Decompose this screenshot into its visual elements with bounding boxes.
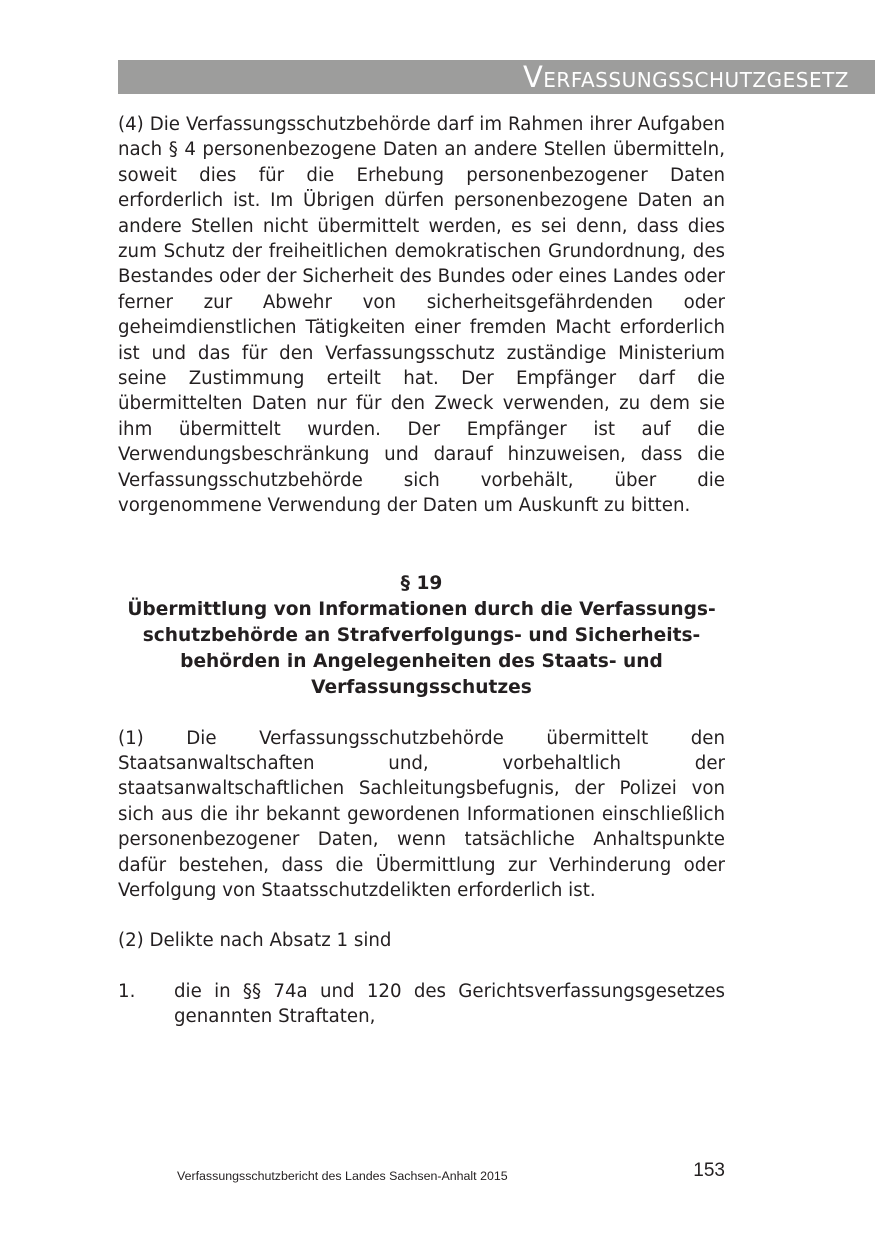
spacer: [118, 701, 725, 726]
list-item-number: 1.: [118, 980, 136, 1002]
footer-text: Verfassungsschutzbericht des Landes Sachsen-Anhalt 2015: [177, 1169, 508, 1183]
section-heading-line: behörden in Angelegenheiten des Staats- und: [180, 650, 663, 672]
running-header: [118, 60, 875, 94]
section-heading-line: schutzbehörde an Strafverfolgungs- und Sicherheits-: [142, 624, 701, 646]
section-number: § 19: [400, 572, 443, 594]
list-item: [118, 979, 725, 1030]
spacer: [118, 519, 725, 571]
spacer: [118, 954, 725, 979]
page-number: 153: [693, 1160, 725, 1181]
section-heading-line: Verfassungsschutzes: [311, 676, 532, 698]
section-heading: [118, 597, 725, 701]
running-header-title: Verfassungsschutzgesetz: [522, 60, 849, 94]
paragraph-1: (1) Die Verfassungsschutzbehörde übermittelt den Staatsanwaltschaften und, vorbehaltlich der staatsanwaltschaftlichen Sachleitungsbefugnis, der Polizei von sich aus die ihr bekannt gewordenen Informationen einschließlich personenbezogener Daten, wenn tatsächliche Anhaltspunkte dafür bestehen, dass die Übermittlung zur Verhinderung oder Verfolgung von Staatsschutzdelikten erforderlich ist.: [118, 727, 725, 901]
page-content: [118, 112, 725, 1030]
paragraph-2: (2) Delikte nach Absatz 1 sind: [118, 930, 392, 952]
list-item-text: die in §§ 74a und 120 des Gerichtsverfassungsgesetzes genannten Straftaten,: [174, 980, 725, 1028]
paragraph-4: (4) Die Verfassungsschutzbehörde darf im Rahmen ihrer Aufgaben nach § 4 personenbezogene Daten an andere Stellen übermitteln, soweit dies für die Erhebung personenbezogener Daten erforderlich ist. Im Übrigen dürfen personenbezogene Daten an andere Stellen nicht übermittelt werden, es sei denn, dass dies zum Schutz der freiheitlichen demokratischen Grundordnung, des Bestandes oder der Sicherheit des Bundes oder eines Landes oder ferner zur Abwehr von sicherheitsgefährdenden oder geheimdienstlichen Tätigkeiten einer fremden Macht erforderlich ist und das für den Verfassungsschutz zuständige Ministerium seine Zustimmung erteilt hat. Der Empfänger darf die übermittelten Daten nur für den Zweck verwenden, zu dem sie ihm übermittelt wurden. Der Empfänger ist auf die Verwendungsbeschränkung und darauf hinzuweisen, dass die Verfassungsschutzbehörde sich vorbehält, über die vorgenommene Verwendung der Daten um Auskunft zu bitten.: [118, 114, 725, 517]
spacer: [118, 903, 725, 928]
section-heading-line: Übermittlung von Informationen durch die Verfassungs-: [127, 598, 716, 620]
